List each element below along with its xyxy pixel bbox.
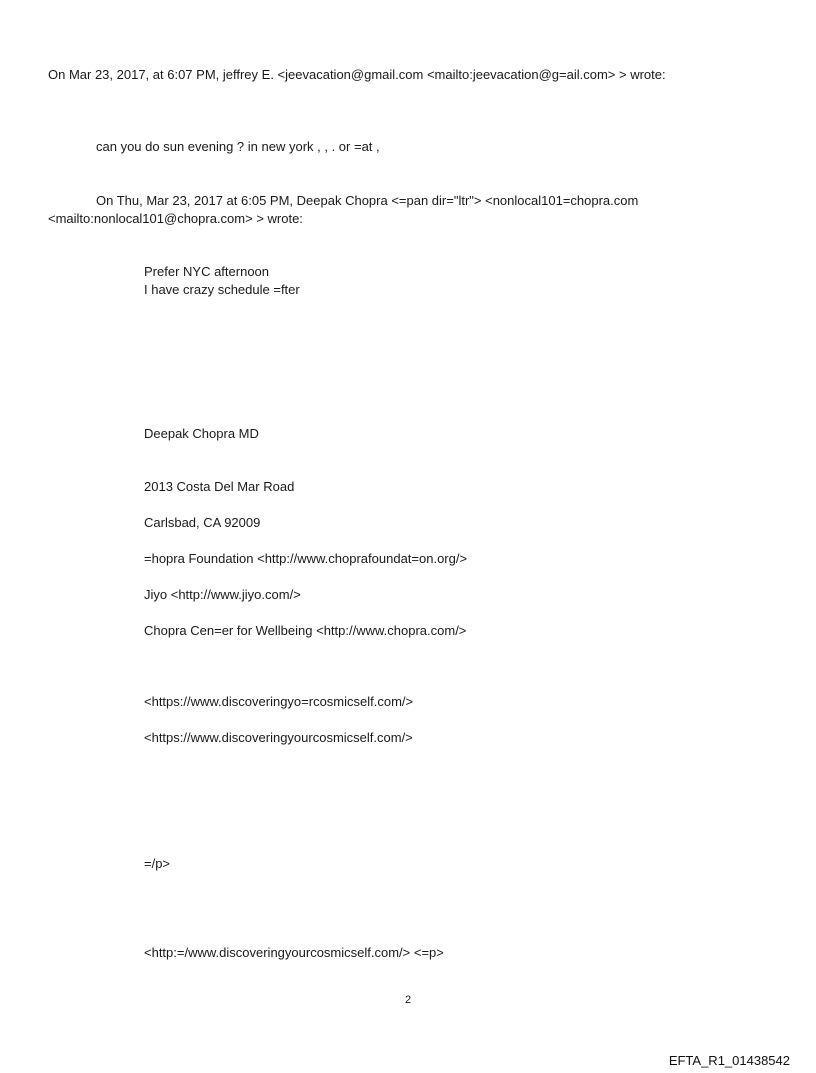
html-fragment: =/p> bbox=[144, 856, 171, 871]
reply-sun-evening: can you do sun evening ? in new york , , . or =at , bbox=[96, 139, 380, 154]
signature-link-cosmic-self-1: <https://www.discoveringyo=rcosmicself.com/> bbox=[144, 694, 414, 709]
reply-crazy-schedule: I have crazy schedule =fter bbox=[144, 282, 300, 297]
signature-name: Deepak Chopra MD bbox=[144, 426, 259, 441]
signature-link-chopra-center: Chopra Cen=er for Wellbeing <http://www.chopra.com/> bbox=[144, 623, 467, 638]
quoted-header-jeffrey: On Mar 23, 2017, at 6:07 PM, jeffrey E. <jeevacation@gmail.com <mailto:jeevacation@g=ail.com> > wrote: bbox=[48, 67, 666, 82]
quoted-header-deepak-line1: On Thu, Mar 23, 2017 at 6:05 PM, Deepak Chopra <=pan dir="ltr"> <nonlocal101=chopra.com bbox=[96, 193, 639, 208]
signature-address-city: Carlsbad, CA 92009 bbox=[144, 515, 261, 530]
signature-link-cosmic-self-3: <http:=/www.discoveringyourcosmicself.com/> <=p> bbox=[144, 945, 444, 960]
signature-link-jiyo: Jiyo <http://www.jiyo.com/> bbox=[144, 587, 301, 602]
signature-link-foundation: =hopra Foundation <http://www.choprafoundat=on.org/> bbox=[144, 551, 468, 566]
quoted-header-deepak-line2: <mailto:nonlocal101@chopra.com> > wrote: bbox=[48, 211, 303, 226]
signature-address-street: 2013 Costa Del Mar Road bbox=[144, 479, 295, 494]
signature-link-cosmic-self-2: <https://www.discoveringyourcosmicself.com/> bbox=[144, 730, 413, 745]
document-id: EFTA_R1_01438542 bbox=[668, 1053, 790, 1068]
reply-prefer-nyc: Prefer NYC afternoon bbox=[144, 264, 270, 279]
page-number: 2 bbox=[404, 994, 412, 1006]
